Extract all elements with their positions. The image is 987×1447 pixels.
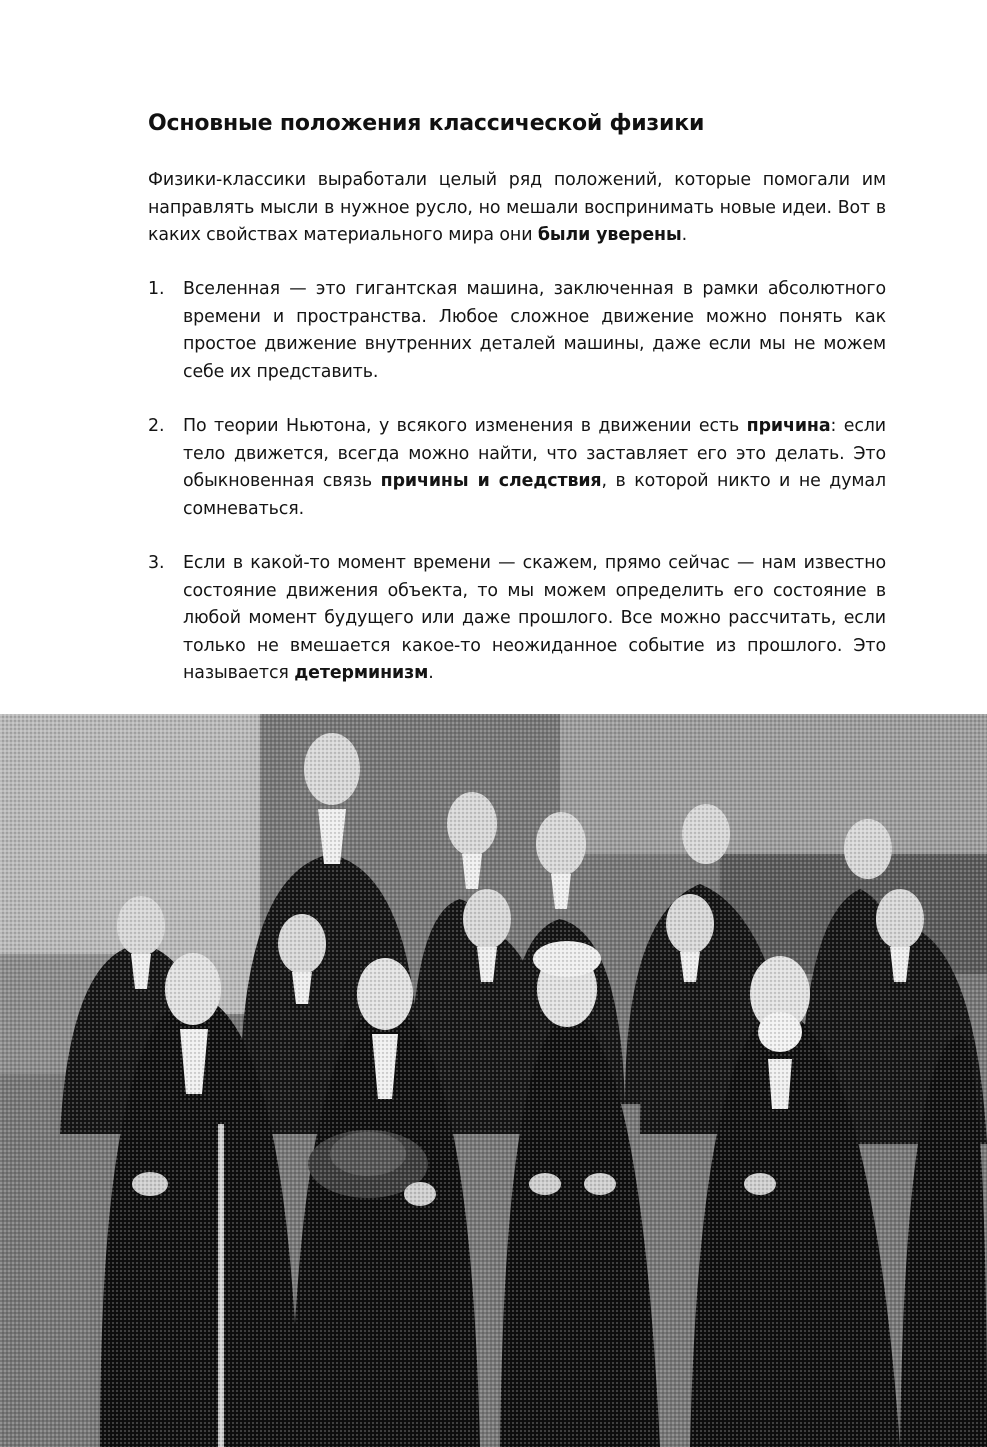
list-item-bold: причины и следствия	[380, 471, 602, 491]
list-item-3	[148, 550, 886, 688]
list-item-bold: причина	[746, 416, 831, 436]
principles-list	[148, 276, 886, 715]
list-item-text: Вселенная — это гигантская машина, заключенная в рамки абсолютного времени и пространства. Любое сложное движение можно понять как простое движение внутренних деталей машины, даже если мы не можем себе их представить.	[183, 279, 886, 382]
list-item-number: 1.	[148, 279, 165, 299]
list-item-number: 3.	[148, 553, 165, 573]
list-item-text: По теории Ньютона, у всякого изменения в движении есть	[183, 416, 747, 436]
list-item-text: Если в какой-то момент времени — скажем, прямо сейчас — нам известно состояние движения объекта, то мы можем определить его состояние в любой момент будущего или даже прошлого. Все можно рассчитать, если только не вмешается какое-то неожиданное событие из прошлого. Это называется	[183, 553, 886, 683]
intro-end: .	[681, 225, 688, 245]
list-item-text: : если тело движется, всегда можно найти, что заставляет его это делать. Это обыкновенная связь	[183, 416, 886, 491]
group-portrait-photo	[0, 714, 987, 1447]
section-heading: Основные положения классической физики	[148, 111, 705, 136]
list-item-text: , в которой никто и не думал сомневаться.	[183, 471, 887, 519]
list-item-1	[148, 276, 886, 386]
list-item-2	[148, 413, 886, 523]
list-item-bold: детерминизм	[294, 663, 429, 683]
photo-illustration	[0, 714, 987, 1447]
intro-bold: были уверены	[537, 225, 682, 245]
list-item-text: .	[428, 663, 434, 683]
intro-paragraph	[148, 167, 886, 250]
list-item-number: 2.	[148, 416, 165, 436]
intro-text: Физики-классики выработали целый ряд положений, которые помогали им направлять мысли в нужное русло, но мешали воспринимать новые идеи. Вот в каких свойствах материального мира они	[148, 170, 886, 245]
